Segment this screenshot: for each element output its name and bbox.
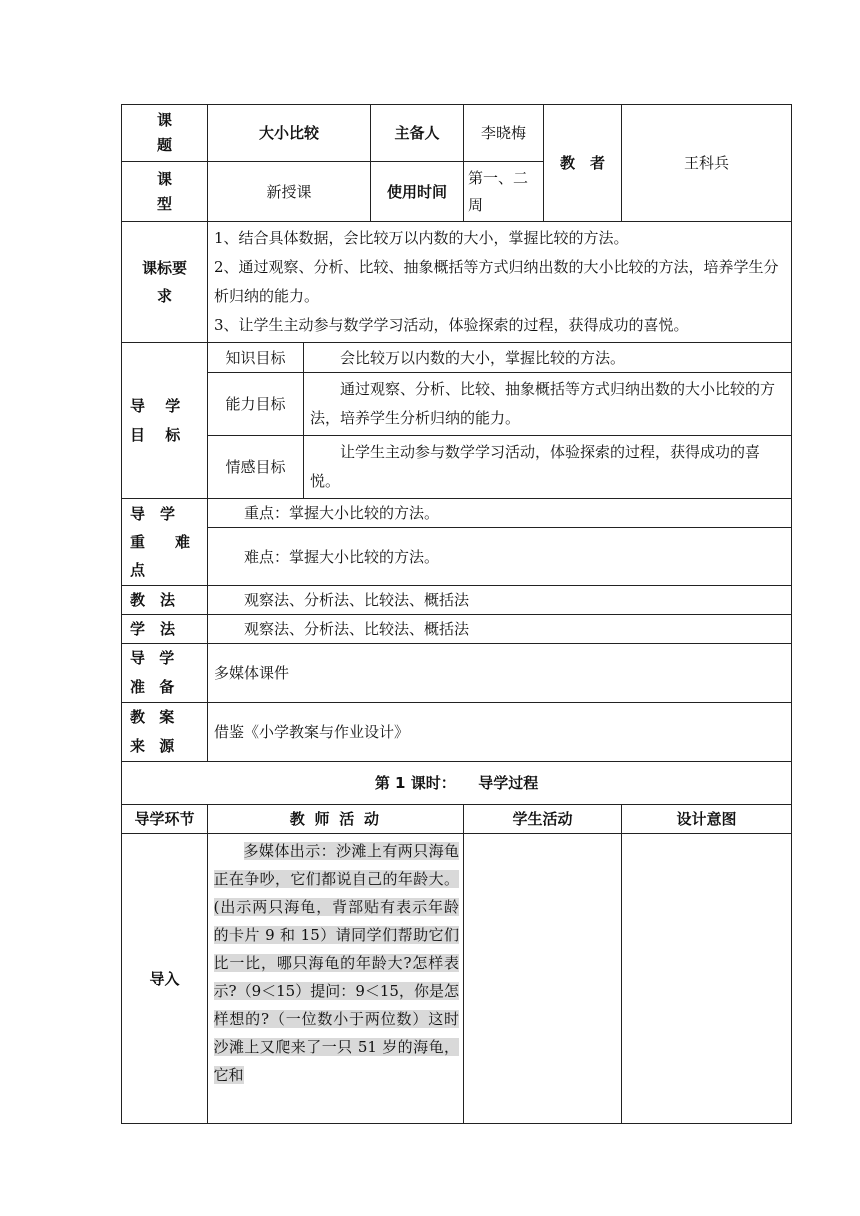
- topic-value: 大小比较: [208, 105, 371, 162]
- difficult-point: 难点：掌握大小比较的方法。: [208, 528, 792, 586]
- lesson-title: 第 1 课时： 导学过程: [122, 762, 792, 805]
- stage-intro: 导入: [122, 834, 208, 1124]
- important-point: 重点：掌握大小比较的方法。: [208, 499, 792, 528]
- goal-name: 能力目标: [208, 373, 304, 436]
- source-label: 教 案 来 源: [122, 703, 208, 762]
- header-teacher: 教 师 活 动: [208, 805, 464, 834]
- type-label: 课 型: [122, 162, 208, 222]
- header-design: 设计意图: [622, 805, 792, 834]
- standards-content: [208, 222, 792, 343]
- preparer-value: 李晓梅: [464, 105, 544, 162]
- teacher-activity-text: 多媒体出示：沙滩上有两只海龟正在争吵，它们都说自己的年龄大。(出示两只海龟，背部贴有表示年龄的卡片 9 和 15）请同学们帮助它们比一比，哪只海龟的年龄大?怎样表示?（9＜15）提问：9＜15，你是怎样想的?（一位数小于两位数）这时沙滩上又爬来了一只 51 岁的海龟，它和: [213, 842, 460, 1084]
- key-points-label: 导 学 重 难 点: [122, 499, 208, 586]
- design-intent: [622, 834, 792, 1124]
- teaching-method-label: 教 法: [122, 586, 208, 615]
- header-student: 学生活动: [464, 805, 622, 834]
- teaching-method-value: 观察法、分析法、比较法、概括法: [208, 586, 792, 615]
- time-value: 第一、二周: [464, 162, 544, 222]
- goal-text: 通过观察、分析、比较、抽象概括等方式归纳出数的大小比较的方法，培养学生分析归纳的能力。: [304, 373, 792, 436]
- teacher-activity: [212, 834, 464, 1124]
- goal-text: 会比较万以内数的大小，掌握比较的方法。: [304, 343, 792, 373]
- goals-label: 导 学 目 标: [122, 343, 208, 499]
- topic-label: 课 题: [122, 105, 208, 162]
- goal-text: 让学生主动参与数学学习活动，体验探索的过程，获得成功的喜悦。: [304, 436, 792, 499]
- goal-name: 知识目标: [208, 343, 304, 373]
- type-value: 新授课: [208, 162, 371, 222]
- standard-item: 3、让学生主动参与数学学习活动，体验探索的过程，获得成功的喜悦。: [214, 316, 689, 334]
- standards-label: 课标要求: [122, 222, 208, 343]
- standard-item: 2、通过观察、分析、比较、抽象概括等方式归纳出数的大小比较的方法，培养学生分析归纳的能力。: [214, 258, 779, 305]
- time-label: 使用时间: [371, 162, 464, 222]
- teacher-value: 王科兵: [622, 105, 792, 222]
- learning-method-value: 观察法、分析法、比较法、概括法: [208, 615, 792, 644]
- preparation-label: 导 学 准 备: [122, 644, 208, 703]
- standard-item: 1、结合具体数据，会比较万以内数的大小，掌握比较的方法。: [214, 229, 629, 247]
- student-activity: [464, 834, 622, 1124]
- preparation-value: 多媒体课件: [208, 644, 792, 703]
- teacher-label: 教 者: [544, 105, 622, 222]
- preparer-label: 主备人: [371, 105, 464, 162]
- source-value: 借鉴《小学教案与作业设计》: [208, 703, 792, 762]
- goal-name: 情感目标: [208, 436, 304, 499]
- lesson-plan-table: [121, 104, 792, 1124]
- learning-method-label: 学 法: [122, 615, 208, 644]
- header-stage: 导学环节: [122, 805, 208, 834]
